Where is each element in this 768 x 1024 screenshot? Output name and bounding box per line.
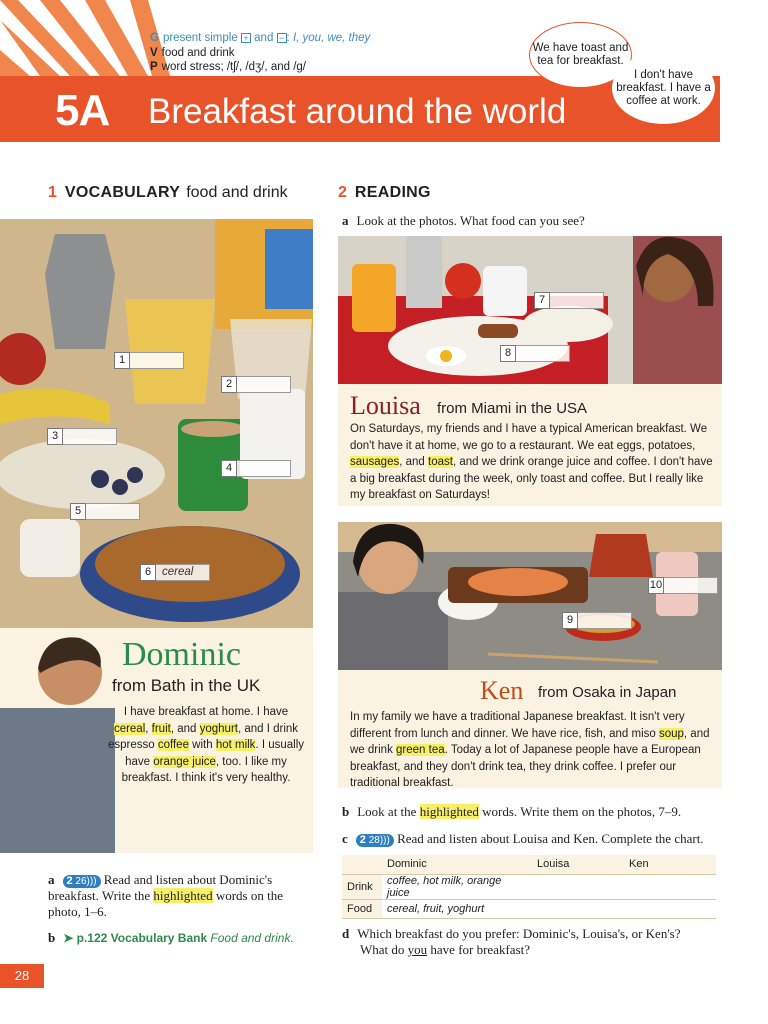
vocab-objective: V food and drink bbox=[150, 46, 235, 59]
photo-label-4[interactable]: 4 bbox=[221, 460, 291, 477]
arrow-icon: ➤ bbox=[63, 931, 74, 945]
ken-from: from Osaka in Japan bbox=[538, 684, 677, 701]
photo-label-10[interactable]: 10 bbox=[648, 577, 718, 594]
minus-icon: − bbox=[277, 33, 287, 43]
chart-cell-ken-drink[interactable] bbox=[624, 874, 716, 899]
chart-header-ken: Ken bbox=[624, 855, 716, 874]
speech-bubble-1: We have toast and tea for breakfast. bbox=[529, 22, 632, 88]
louisa-text: On Saturdays, my friends and I have a typical American breakfast. We don't have it at home, we go to a restaurant. We eat eggs, potatoes, sausages, and toast, and we drink orange juice and coffee. I don't have a big breakfast during the week, only toast and coffee. But I really like my breakfast on Saturdays! bbox=[350, 423, 713, 501]
exercise-2b: b Look at the highlighted words. Write them on the photos, 7–9. bbox=[342, 804, 682, 819]
pron-objective: P word stress; /tʃ/, /dʒ/, and /g/ bbox=[150, 61, 306, 73]
audio-track-26[interactable]: 2 26))) bbox=[63, 875, 101, 888]
chart-cell-louisa-food[interactable] bbox=[532, 899, 624, 918]
photo-label-2[interactable]: 2 bbox=[221, 376, 291, 393]
table-row: Drink coffee, hot milk, orange juice bbox=[342, 874, 716, 899]
exercise-2a: a Look at the photos. What food can you see? bbox=[342, 213, 585, 228]
photo-label-8[interactable]: 8 bbox=[500, 345, 570, 362]
table-row: Food cereal, fruit, yoghurt bbox=[342, 899, 716, 918]
vocab-bank-link[interactable]: ➤ p.122 Vocabulary Bank bbox=[63, 931, 208, 945]
breakfast-chart bbox=[342, 855, 716, 919]
audio-track-28[interactable]: 2 28))) bbox=[356, 834, 394, 847]
photo-label-7[interactable]: 7 bbox=[534, 292, 604, 309]
chart-cell-ken-food[interactable] bbox=[624, 899, 716, 918]
japanese-breakfast-illustration bbox=[338, 522, 722, 670]
plus-icon: + bbox=[241, 33, 251, 43]
photo-label-3[interactable]: 3 bbox=[47, 428, 117, 445]
unit-title: Breakfast around the world bbox=[148, 92, 567, 131]
exercise-2d: d Which breakfast do you prefer: Dominic's, Louisa's, or Ken's? What do you have for breakfast? bbox=[342, 926, 681, 957]
dominic-text: I have breakfast at home. I have cereal, fruit, and yoghurt, and I drink espresso coffee with hot milk. I usually have orange juice, too. I like my breakfast. I think it's very healthy. bbox=[107, 706, 305, 784]
speech-bubble-2: I don't have breakfast. I have a coffee at work. bbox=[612, 52, 715, 124]
photo-label-5[interactable]: 5 bbox=[70, 503, 140, 520]
dominic-from: from Bath in the UK bbox=[112, 676, 261, 695]
ken-text: In my family we have a traditional Japanese breakfast. It isn't very different from lunch and dinner. We have rice, fish, and miso soup, and we drink green tea. Today a lot of Japanese people have a European breakfast, and they don't drink tea, they drink coffee. I prefer our traditional breakfast. bbox=[350, 711, 710, 789]
section-1-heading: 1 VOCABULARY food and drink bbox=[48, 184, 288, 201]
lesson-objectives bbox=[150, 31, 370, 75]
dominic-name: Dominic bbox=[122, 636, 241, 673]
exercise-2c: c 2 28))) Read and listen about Louisa and Ken. Complete the chart. bbox=[342, 831, 704, 846]
exercise-1b: b ➤ p.122 Vocabulary Bank Food and drink. bbox=[48, 930, 294, 945]
louisa-name: Louisa bbox=[350, 391, 421, 420]
grammar-objective: G present simple + and − : I, you, we, they bbox=[150, 32, 371, 44]
photo-label-1[interactable]: 1 bbox=[114, 352, 184, 369]
ken-name: Ken bbox=[480, 676, 524, 705]
chart-header-louisa: Louisa bbox=[532, 855, 624, 874]
photo-label-6[interactable]: 6 cereal bbox=[140, 564, 210, 581]
dominic-portrait bbox=[0, 628, 120, 853]
unit-number: 5A bbox=[55, 86, 110, 135]
chart-header-dominic: Dominic bbox=[382, 855, 532, 874]
louisa-from: from Miami in the USA bbox=[437, 400, 588, 417]
photo-label-9[interactable]: 9 bbox=[562, 612, 632, 629]
ken-photo bbox=[338, 522, 722, 670]
section-2-heading: 2 READING bbox=[338, 184, 431, 201]
chart-cell-louisa-drink[interactable] bbox=[532, 874, 624, 899]
page-number: 28 bbox=[0, 964, 44, 988]
exercise-1a: a 2 26))) Read and listen about Dominic's breakfast. Write the highlighted words on the photo, 1–6. bbox=[48, 872, 283, 919]
